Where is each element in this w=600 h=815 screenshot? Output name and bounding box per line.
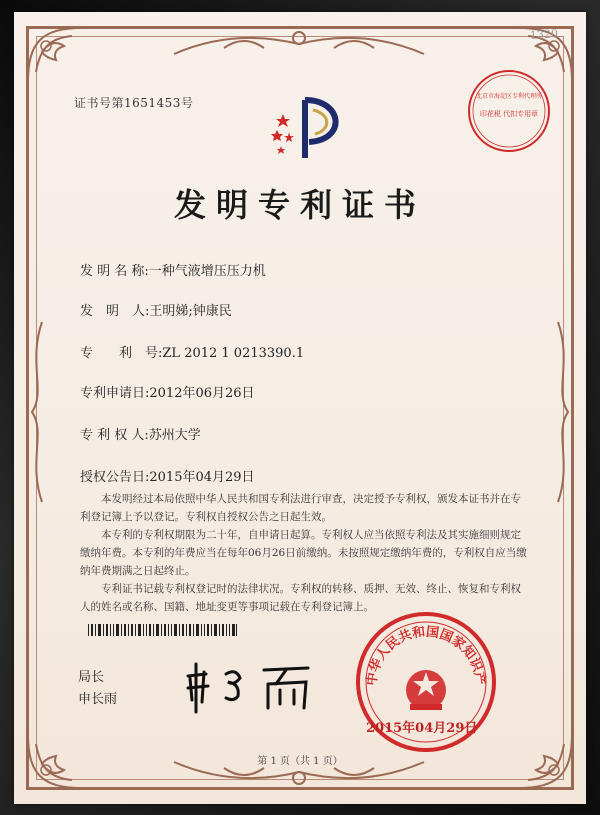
certificate-title: 发明专利证书 <box>173 186 426 224</box>
body-paragraph: 本发明经过本局依照中华人民共和国专利法进行审查，决定授予专利权，颁发本证书并在专利登记簿上予以登记。专利权自授权公告之日起生效。 <box>80 493 521 523</box>
certificate-body <box>80 490 530 616</box>
field-label: 专利申请日: <box>80 386 150 401</box>
signature <box>182 656 322 716</box>
field-invention-name <box>80 260 266 279</box>
field-label: 发 明 名 称: <box>80 264 149 279</box>
seal-date: 2015年04月29日 <box>366 721 478 736</box>
field-value: ZL 2012 1 0213390.1 <box>162 346 305 361</box>
corner-ornament <box>22 22 92 92</box>
field-label: 授权公告日: <box>80 470 150 485</box>
signer-title: 局长 <box>78 670 105 685</box>
signer-name: 申长雨 <box>78 692 118 707</box>
field-patentee <box>80 424 201 443</box>
seal-text: 中华人民共和国国家知识产 <box>364 624 488 687</box>
field-value: 一种气液增压压力机 <box>148 264 266 279</box>
field-label: 专 利 号: <box>80 346 163 361</box>
field-label: 专 利 权 人: <box>80 428 149 443</box>
agency-seal <box>466 68 552 154</box>
field-label: 发 明 人: <box>80 304 150 319</box>
side-ornament <box>550 312 576 512</box>
field-patent-number <box>80 342 304 361</box>
patent-office-logo <box>269 92 349 166</box>
page-number: 第 1 页（共 1 页） <box>257 756 343 767</box>
handwritten-note: 1320 <box>529 27 559 42</box>
small-seal-inner: 印花税 代扣专用章 <box>479 110 539 118</box>
field-inventor <box>80 300 232 319</box>
field-application-date <box>80 382 255 401</box>
side-ornament <box>24 312 50 512</box>
certificate-number: 证书号第1651453号 <box>74 96 194 110</box>
field-value: 苏州大学 <box>148 428 201 443</box>
field-grant-date <box>80 466 255 485</box>
certificate-paper <box>14 12 586 804</box>
field-value: 2015年04月29日 <box>149 470 255 485</box>
body-paragraph: 本专利的专利权期限为二十年，自申请日起算。专利权人应当依照专利法及其实施细则规定缴纳年费。本专利的年费应当在每年06月26日前缴纳。未按照规定缴纳年费的，专利权自应当缴纳年费期满之日起终止。 <box>80 529 527 577</box>
body-paragraph: 专利证书记载专利权登记时的法律状况。专利权的转移、质押、无效、终止、恢复和专利权人的姓名或名称、国籍、地址变更等事项记载在专利登记簿上。 <box>80 583 521 613</box>
field-value: 2012年06月26日 <box>149 386 255 401</box>
field-value: 王明娣;钟康民 <box>149 304 232 319</box>
barcode <box>88 624 238 636</box>
small-seal-outer: 北京市海淀区专利代理所 <box>475 93 543 100</box>
top-ornament <box>164 24 434 64</box>
